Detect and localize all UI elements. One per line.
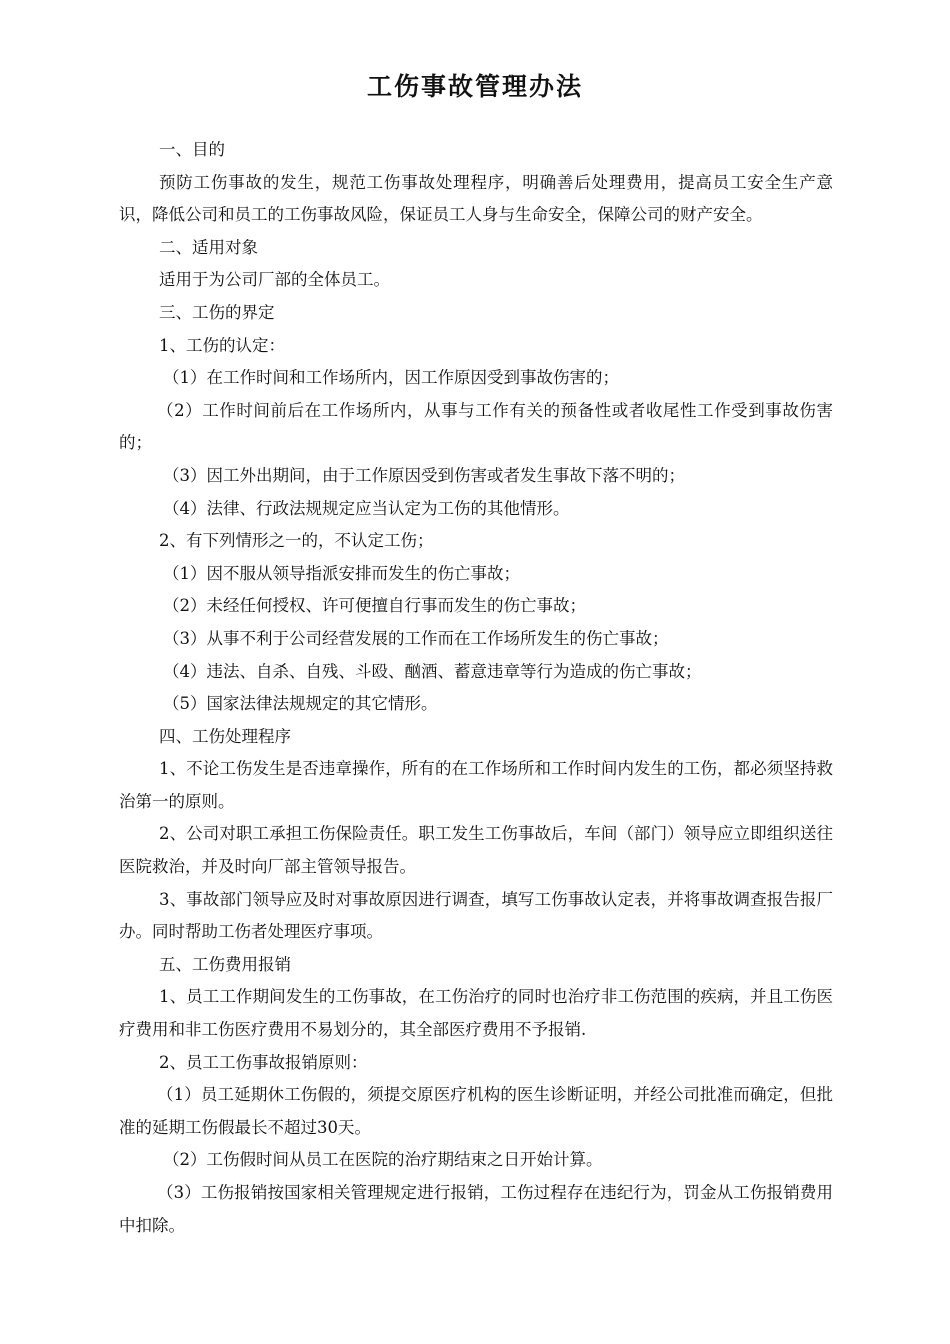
list-item: （1）员工延期休工伤假的，须提交原医疗机构的医生诊断证明，并经公司批准而确定，但批准的延期工伤假最长不超过30天。 bbox=[119, 1085, 833, 1137]
subsection-heading-principles: 2、员工工伤事故报销原则： bbox=[159, 1052, 368, 1072]
list-item: （4）违法、自杀、自残、斗殴、酗酒、蓄意违章等行为造成的伤亡事故； bbox=[163, 661, 702, 681]
list-item: 2、公司对职工承担工伤保险责任。职工发生工伤事故后，车间（部门）领导应立即组织送往医院救治，并及时向厂部主管领导报告。 bbox=[119, 824, 833, 877]
list-item: （3）因工外出期间，由于工作原因受到伤害或者发生事故下落不明的； bbox=[163, 465, 685, 485]
list-item: （2）工伤假时间从员工在医院的治疗期结束之日开始计算。 bbox=[163, 1150, 603, 1170]
list-item: 3、事故部门领导应及时对事故原因进行调查，填写工伤事故认定表，并将事故调查报告报厂办。同时帮助工伤者处理医疗事项。 bbox=[119, 889, 833, 942]
section-heading-reimbursement: 五、工伤费用报销 bbox=[159, 954, 291, 974]
section-heading-purpose: 一、目的 bbox=[159, 140, 225, 159]
list-item: （3）工伤报销按国家相关管理规定进行报销，工伤过程存在违纪行为，罚金从工伤报销费用中扣除。 bbox=[119, 1183, 833, 1235]
list-item: 1、不论工伤发生是否违章操作，所有的在工作场所和工作时间内发生的工伤，都必须坚持救治第一的原则。 bbox=[119, 759, 833, 811]
document-title: 工伤事故管理办法 bbox=[366, 72, 583, 101]
section-heading-definition: 三、工伤的界定 bbox=[159, 302, 275, 322]
list-item: （2）工作时间前后在工作场所内，从事与工作有关的预备性或者收尾性工作受到事故伤害的； bbox=[119, 400, 833, 453]
list-item: （1）在工作时间和工作场所内，因工作原因受到事故伤害的； bbox=[163, 368, 619, 388]
list-item: （4）法律、行政法规规定应当认定为工伤的其他情形。 bbox=[163, 498, 570, 518]
subsection-heading-exclusions: 2、有下列情形之一的，不认定工伤； bbox=[159, 531, 434, 551]
list-item: （1）因不服从领导指派安排而发生的伤亡事故； bbox=[163, 563, 520, 583]
document-body bbox=[119, 134, 833, 1242]
scope-paragraph: 适用于为公司厂部的全体员工。 bbox=[159, 270, 390, 290]
list-item: （2）未经任何授权、许可便擅自行事而发生的伤亡事故； bbox=[163, 596, 586, 616]
list-item: 1、员工工作期间发生的工伤事故，在工伤治疗的同时也治疗非工伤范围的疾病，并且工伤医疗费用和非工伤医疗费用不易划分的，其全部医疗费用不予报销. bbox=[119, 987, 833, 1040]
purpose-paragraph: 预防工伤事故的发生，规范工伤事故处理程序，明确善后处理费用，提高员工安全生产意识，降低公司和员工的工伤事故风险，保证员工人身与生命安全，保障公司的财产安全。 bbox=[119, 172, 833, 225]
section-heading-procedure: 四、工伤处理程序 bbox=[159, 726, 291, 746]
section-heading-scope: 二、适用对象 bbox=[159, 237, 258, 257]
list-item: （5）国家法律法规规定的其它情形。 bbox=[163, 694, 438, 714]
subsection-heading-recognition: 1、工伤的认定： bbox=[159, 335, 285, 355]
list-item: （3）从事不利于公司经营发展的工作而在工作场所发生的伤亡事故； bbox=[163, 628, 669, 648]
